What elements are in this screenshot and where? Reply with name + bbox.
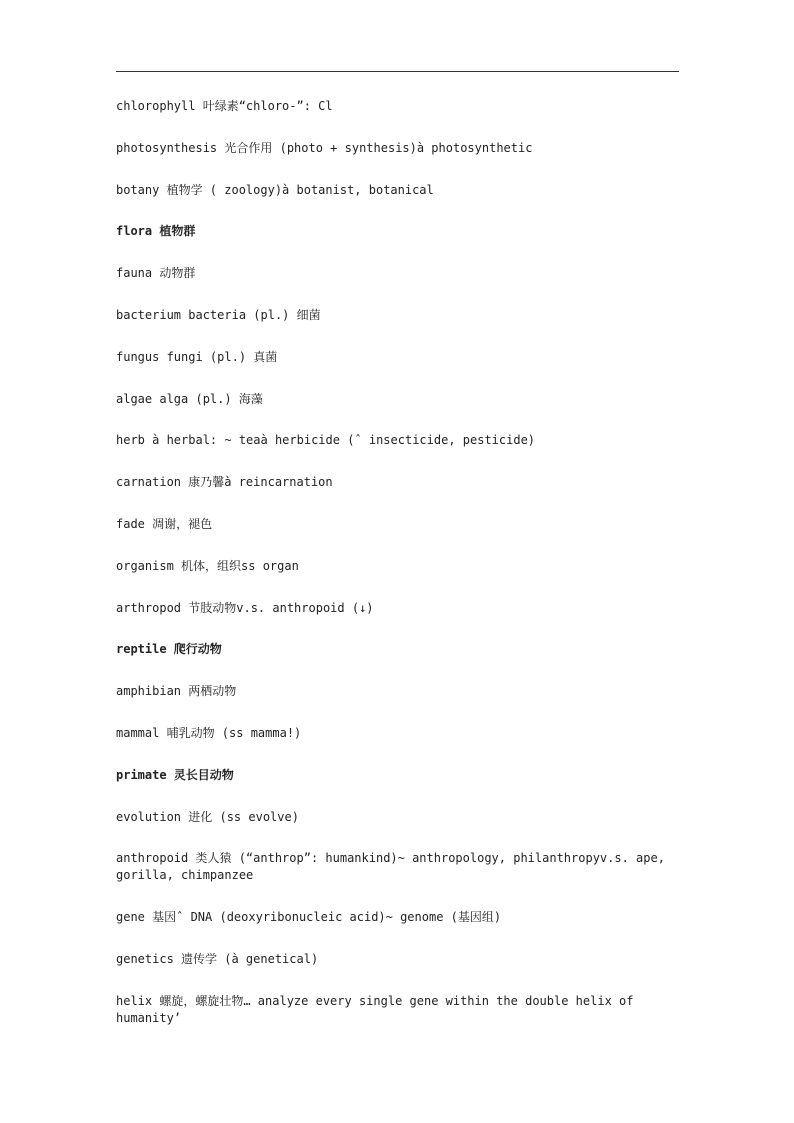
entry-evolution: evolution 进化 (ss evolve) [116, 809, 299, 824]
entry-amphibian: amphibian 两栖动物 [116, 684, 237, 699]
entry-fungus: fungus fungi (pl.) 真菌 [116, 349, 278, 364]
entry-fauna: fauna 动物群 [116, 266, 196, 281]
entry-bacterium: bacterium bacteria (pl.) 细菌 [116, 307, 321, 322]
header-rule [116, 71, 679, 72]
vocabulary-list [116, 98, 682, 1027]
entry-herb: herb à herbal: ~ teaà herbicide (ˆ insecticide, pesticide) [116, 433, 536, 448]
entry-algae: algae alga (pl.) 海藻 [116, 391, 263, 406]
entry-flora: flora 植物群 [116, 224, 196, 239]
entry-mammal: mammal 哺乳动物 (ss mamma!) [116, 725, 302, 740]
entry-arthropod: arthropod 节肢动物v.s. anthropoid (↓) [116, 600, 374, 615]
entry-fade: fade 凋谢，褪色 [116, 516, 213, 531]
entry-botany: botany 植物学 ( zoology)à botanist, botanical [116, 182, 434, 197]
entry-gene: gene 基因ˆ DNA (deoxyribonucleic acid)~ genome (基因组) [116, 910, 502, 925]
entry-reptile: reptile 爬行动物 [116, 642, 222, 657]
entry-carnation: carnation 康乃馨à reincarnation [116, 475, 333, 490]
entry-primate: primate 灵长目动物 [116, 767, 234, 782]
entry-organism: organism 机体，组织ss organ [116, 558, 299, 573]
entry-helix: helix 螺旋，螺旋壮物… analyze every single gene within the double helix of humanity’ [116, 993, 641, 1025]
entry-anthropoid: anthropoid 类人猿 (“anthrop”: humankind)~ anthropology, philanthropyv.s. ape, gorilla, chimpanzee [116, 851, 665, 883]
entry-chlorophyll: chlorophyll 叶绿素“chloro-”: Cl [116, 99, 333, 113]
entry-genetics: genetics 遗传学 (à genetical) [116, 951, 319, 966]
entry-photosynthesis: photosynthesis 光合作用 (photo + synthesis)à photosynthetic [116, 140, 533, 155]
